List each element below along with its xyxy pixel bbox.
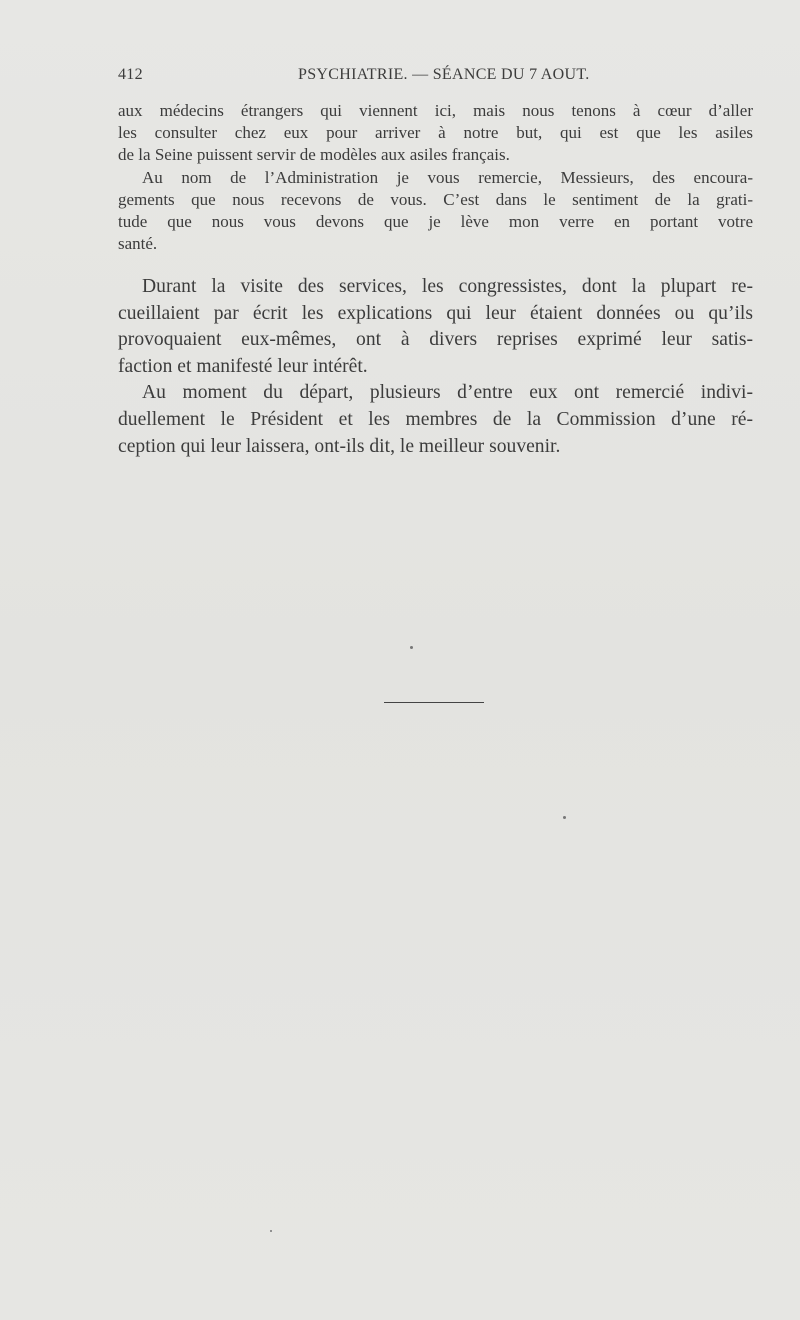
ink-speck	[563, 816, 566, 819]
text-line: de la Seine puissent servir de modèles aux asiles français.	[118, 145, 510, 165]
text-line: faction et manifesté leur intérêt.	[118, 355, 368, 377]
text-line: duellement le Président et les membres de la Commission d’une ré-	[118, 408, 753, 430]
page-number: 412	[118, 66, 143, 83]
text-line: cueillaient par écrit les explications qui leur étaient données ou qu’ils	[118, 302, 753, 324]
section-divider-rule	[384, 702, 484, 703]
text-line: tude que nous vous devons que je lève mon verre en portant votre	[118, 212, 753, 232]
text-line: les consulter chez eux pour arriver à notre but, qui est que les asiles	[118, 123, 753, 143]
ink-speck	[270, 1230, 272, 1232]
text-line: Au nom de l’Administration je vous remercie, Messieurs, des encoura-	[142, 167, 753, 187]
ink-speck	[410, 646, 413, 649]
text-line: ception qui leur laissera, ont-ils dit, le meilleur souvenir.	[118, 435, 561, 457]
running-title: PSYCHIATRIE. — SÉANCE DU 7 AOUT.	[298, 66, 590, 83]
speech-paragraphs	[118, 100, 753, 255]
text-line: Durant la visite des services, les congressistes, dont la plupart re-	[142, 276, 753, 297]
text-line: provoquaient eux-mêmes, ont à divers reprises exprimé leur satis-	[118, 329, 753, 351]
narrative-paragraphs	[118, 274, 753, 460]
text-line: Au moment du départ, plusieurs d’entre eux ont remercié indivi-	[142, 382, 753, 404]
running-header	[118, 66, 638, 88]
text-line: santé.	[118, 234, 158, 254]
text-line: aux médecins étrangers qui viennent ici, mais nous tenons à cœur d’aller	[118, 101, 753, 120]
text-line: gements que nous recevons de vous. C’est dans le sentiment de la grati-	[118, 189, 753, 209]
